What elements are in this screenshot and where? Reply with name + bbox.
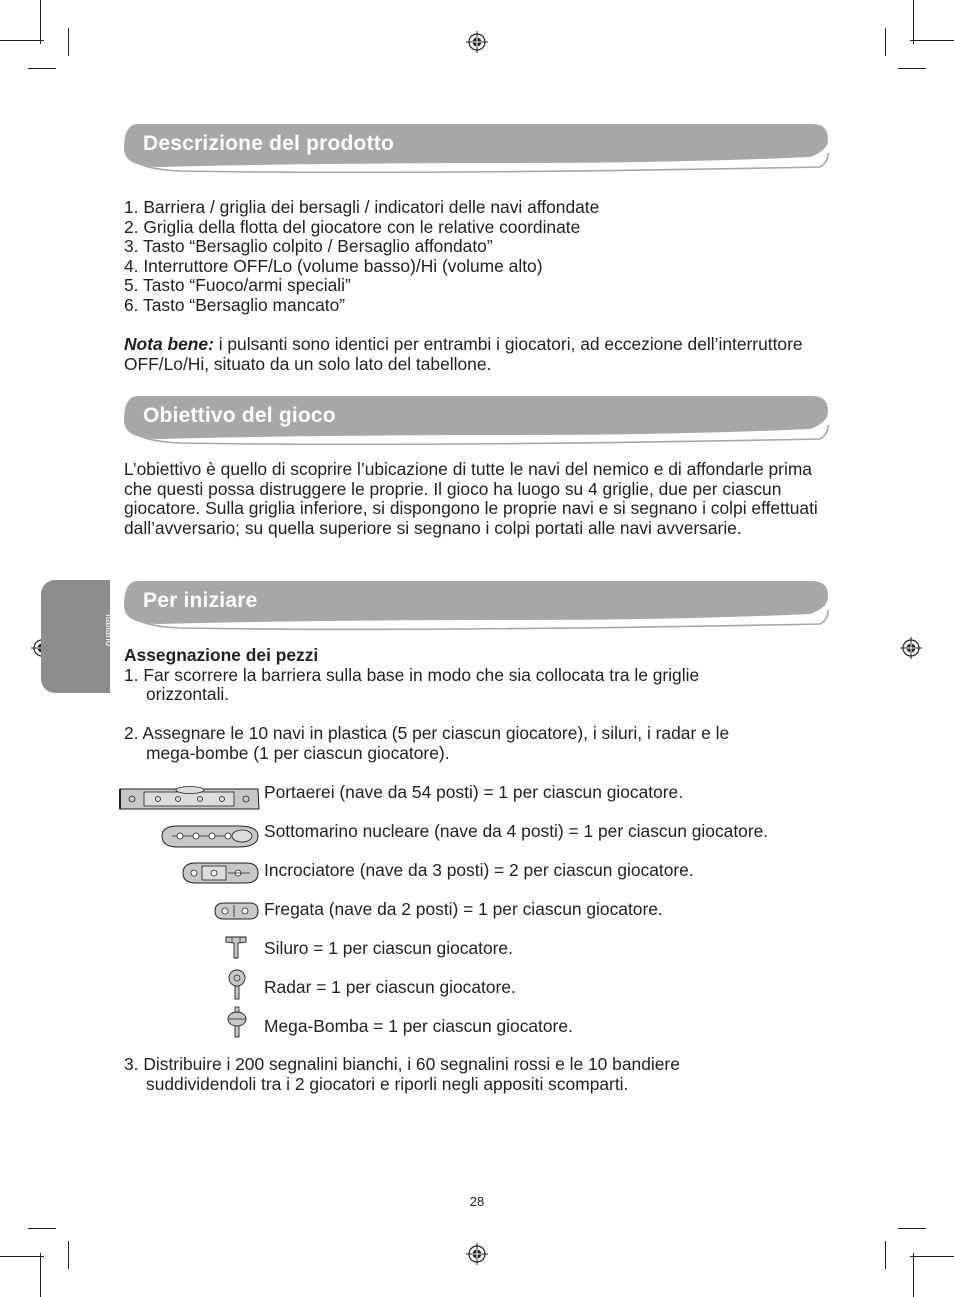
crop-mark xyxy=(40,0,41,44)
step-2: 2. Assegnare le 10 navi in plastica (5 per ciascun giocatore), i siluri, i radar e le xyxy=(124,723,730,744)
crop-mark xyxy=(898,68,926,69)
language-tab-label: Italiano xyxy=(103,614,114,647)
crop-mark xyxy=(885,1241,886,1269)
section-title: Descrizione del prodotto xyxy=(143,132,394,155)
step-1-continued: orizzontali. xyxy=(146,684,230,705)
section-banner xyxy=(120,123,830,175)
list-item: 4. Interruttore OFF/Lo (volume basso)/Hi (volume alto) xyxy=(124,255,543,276)
step-1: 1. Far scorrere la barriera sulla base in modo che sia collocata tra le griglie xyxy=(124,664,700,685)
crop-mark xyxy=(885,28,886,56)
section-banner xyxy=(120,395,830,447)
note-text: i pulsanti sono identici per entrambi i giocatori, ad eccezione dell’interruttore OFF/Lo/Hi, situato da un solo lato del tabellone. xyxy=(124,334,803,374)
note-label: Nota bene: xyxy=(124,334,214,354)
crop-mark xyxy=(28,68,56,69)
list-item: 1. Barriera / griglia dei bersagli / indicatori delle navi affondate xyxy=(124,197,600,217)
crop-mark xyxy=(910,1256,954,1257)
registration-mark-icon xyxy=(466,1243,488,1265)
crop-mark xyxy=(898,1228,926,1229)
note-paragraph xyxy=(124,335,834,374)
piece-label: Portaerei (nave da 54 posti) = 1 per ciascun giocatore. xyxy=(264,782,684,802)
piece-label: Incrociatore (nave da 3 posti) = 2 per ciascun giocatore. xyxy=(264,860,694,880)
list-item: 5. Tasto “Fuoco/armi speciali” xyxy=(124,275,351,296)
crop-mark xyxy=(68,28,69,56)
piece-label: Radar = 1 per ciascun giocatore. xyxy=(264,977,516,997)
product-description-list xyxy=(124,198,599,316)
piece-label: Sottomarino nucleare (nave da 4 posti) = 1 per ciascun giocatore. xyxy=(264,821,769,841)
piece-label: Fregata (nave da 2 posti) = 1 per ciascun giocatore. xyxy=(264,899,663,919)
submarine-icon xyxy=(158,823,260,850)
radar-icon xyxy=(225,968,249,1000)
objective-paragraph: L’obiettivo è quello di scoprire l’ubicazione di tutte le navi del nemico e di affondarle prima che questi possa distruggere le proprie. Il gioco ha luogo su 4 griglie, due per ciascun giocatore. Sulla griglia inferiore, si dispongono le proprie navi e si segnano i colpi effettuati dall’avversario; su quella superiore si segnano i colpi portati alle navi avversarie. xyxy=(124,459,818,538)
crop-mark xyxy=(0,40,44,41)
step-3-block xyxy=(124,1055,680,1094)
frigate-icon xyxy=(212,899,260,923)
crop-mark xyxy=(913,1253,914,1297)
section-banner xyxy=(120,580,830,632)
step-3: 3. Distribuire i 200 segnalini bianchi, i 60 segnalini rossi e le 10 bandiere xyxy=(124,1054,680,1074)
crop-mark xyxy=(910,40,954,41)
cruiser-icon xyxy=(180,859,260,887)
list-item: 3. Tasto “Bersaglio colpito / Bersaglio affondato” xyxy=(124,236,493,257)
piece-label: Mega-Bomba = 1 per ciascun giocatore. xyxy=(264,1016,573,1036)
crop-mark xyxy=(0,1256,44,1257)
mega-bomb-icon xyxy=(224,1006,250,1038)
step-3-continued: suddividendoli tra i 2 giocatori e riporli negli appositi scomparti. xyxy=(146,1073,629,1094)
list-item: 2. Griglia della flotta del giocatore con le relative coordinate xyxy=(124,216,581,237)
section-title: Obiettivo del gioco xyxy=(143,404,336,427)
subheading: Assegnazione dei pezzi xyxy=(124,645,319,665)
registration-mark-icon xyxy=(900,637,922,659)
page-number: 28 xyxy=(469,1194,485,1209)
section-title: Per iniziare xyxy=(143,589,258,612)
piece-label: Siluro = 1 per ciascun giocatore. xyxy=(264,938,513,958)
step-2-continued: mega-bombe (1 per ciascun giocatore). xyxy=(146,742,450,763)
crop-mark xyxy=(913,0,914,44)
registration-mark-icon xyxy=(466,31,488,53)
torpedo-icon xyxy=(222,934,250,960)
crop-mark xyxy=(40,1253,41,1297)
crop-mark xyxy=(28,1228,56,1229)
crop-mark xyxy=(68,1241,69,1269)
list-item: 6. Tasto “Bersaglio mancato” xyxy=(124,294,346,315)
aircraft-carrier-icon xyxy=(118,785,261,813)
getting-started-steps xyxy=(124,646,729,764)
